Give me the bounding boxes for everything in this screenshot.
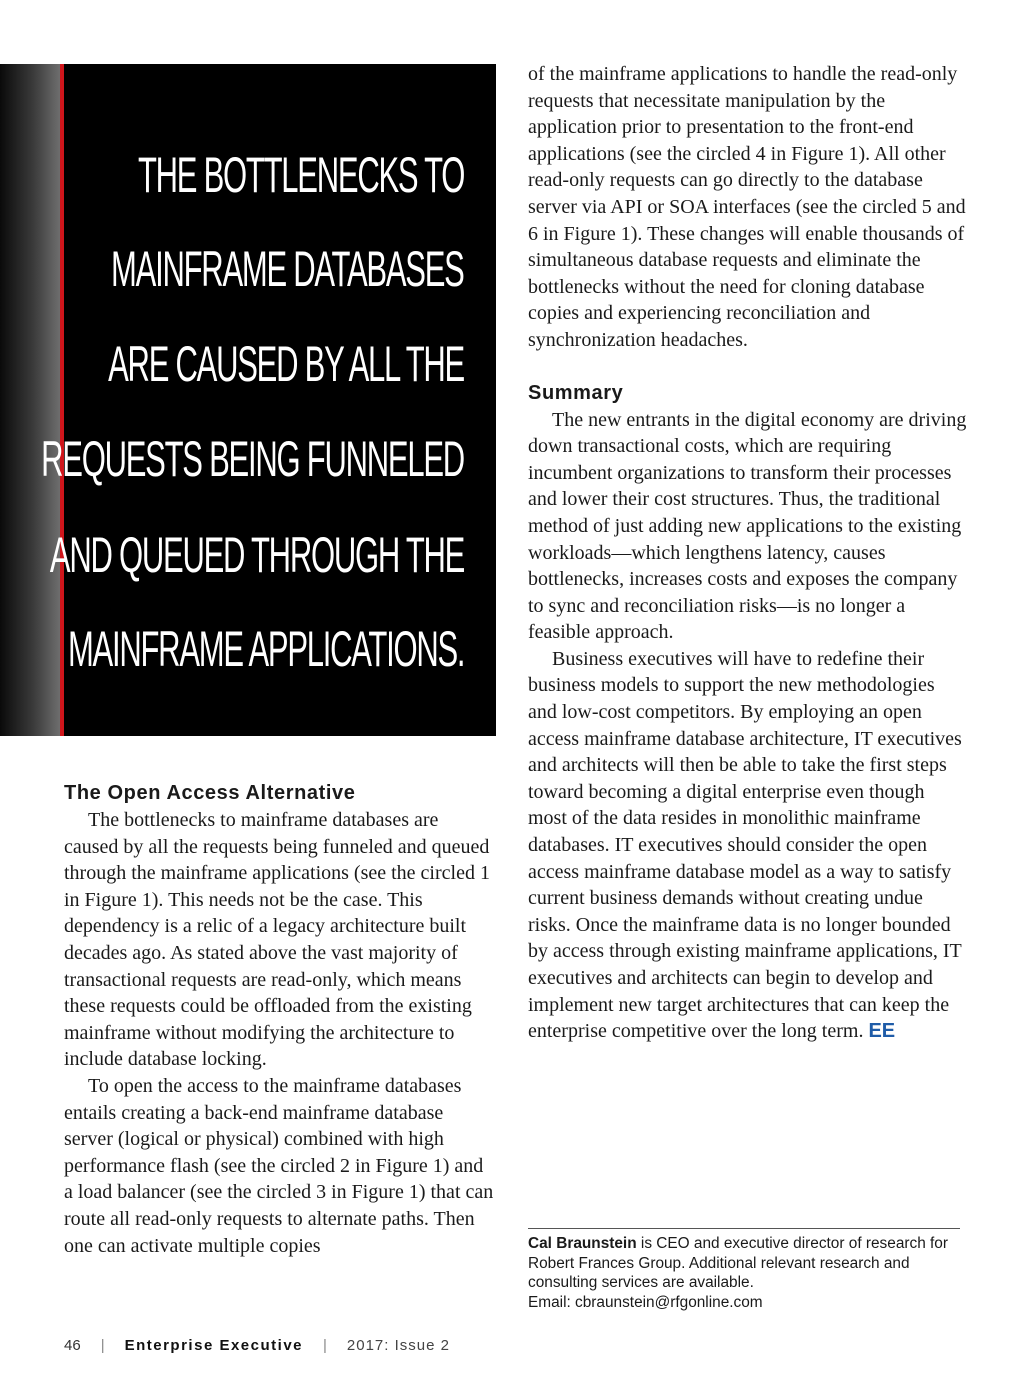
right-column: [528, 61, 968, 1045]
body-paragraph: The bottlenecks to mainframe databases are caused by all the requests being funneled and queued through the mainframe applications (see the circled 1 in Figure 1). This needs not be the case. This dependency is a relic of a legacy architecture built decades ago. As stated above the vast majority of transactional requests are read-only, which means these requests could be offloaded from the existing mainframe without modifying the architecture to include database locking.: [64, 809, 490, 1071]
footer-separator: |: [100, 1336, 105, 1354]
decorative-gradient-strip: [0, 64, 60, 736]
pullquote-line: AND QUEUED THROUGH THE: [49, 527, 464, 583]
magazine-title: Enterprise Executive: [124, 1336, 303, 1354]
body-paragraph: The new entrants in the digital economy are driving down transactional costs, which are requiring incumbent organizations to transform their processes and lower their cost structures. Thus, the traditional method of just adding new applications to the existing workloads—which lengthens latency, causes bottlenecks, increases costs and exposes the company to sync and reconciliation risks—is no longer a feasible approach.: [528, 408, 967, 644]
page-footer: [64, 1334, 450, 1356]
author-description: is CEO and executive director of research for Robert Frances Group. Additional relevant research and consulting services are available.: [528, 1235, 948, 1291]
author-email: Email: cbraunstein@rfgonline.com: [528, 1293, 763, 1311]
section-heading-open-access: The Open Access Alternative: [64, 782, 356, 804]
author-name: Cal Braunstein: [528, 1235, 637, 1252]
body-paragraph: To open the access to the mainframe databases entails creating a back-end mainframe database server (logical or physical) combined with high performance flash (see the circled 2 in Figure 1) and a load balancer (see the circled 3 in Figure 1) that can route all read-only requests to alternate paths. Then one can activate multiple copies: [64, 1074, 494, 1257]
pullquote-line: ARE CAUSED BY ALL THE: [108, 336, 464, 392]
footer-separator: |: [323, 1336, 327, 1354]
body-paragraph-text: Business executives will have to redefine their business models to support the new methodologies and low-cost competitors. By employing an open access mainframe database architecture, IT executives and architects will then be able to take the first steps toward becoming a digital enterprise even though most of the data resides in monolithic mainframe databases. IT executives should consider the open access mainframe database model as a way to satisfy current business demands without creating undue risks. Once the mainframe data is no longer bounded by access through existing mainframe applications, IT executives and architects can begin to develop and implement new target architectures that can keep the enterprise competitive over the long term.: [528, 647, 962, 1043]
pullquote-line: REQUESTS BEING FUNNELED: [41, 431, 464, 487]
bio-divider: [528, 1228, 960, 1229]
pullquote: [41, 64, 496, 736]
author-bio: [528, 1234, 968, 1312]
pullquote-line: MAINFRAME DATABASES: [111, 241, 464, 297]
left-column: [64, 780, 496, 1259]
pullquote-line: THE BOTTLENECKS TO: [137, 147, 464, 203]
pullquote-line: MAINFRAME APPLICATIONS.: [67, 621, 464, 677]
page-number: 46: [64, 1336, 81, 1354]
end-mark: EE: [868, 1020, 896, 1043]
section-heading-summary: Summary: [528, 381, 624, 404]
issue-label: 2017: Issue 2: [346, 1336, 450, 1354]
body-paragraph-continuation: of the mainframe applications to handle the read-only requests that necessitate manipulation by the application prior to presentation to the front-end applications (see the circled 4 in Figure 1). All other read-only requests can go directly to the database server via API or SOA interfaces (see the circled 5 and 6 in Figure 1). These changes will enable thousands of simultaneous database requests and eliminate the bottlenecks without the need for cloning database copies and experiencing reconciliation and synchronization headaches.: [528, 63, 966, 351]
body-paragraph: [528, 646, 968, 1045]
